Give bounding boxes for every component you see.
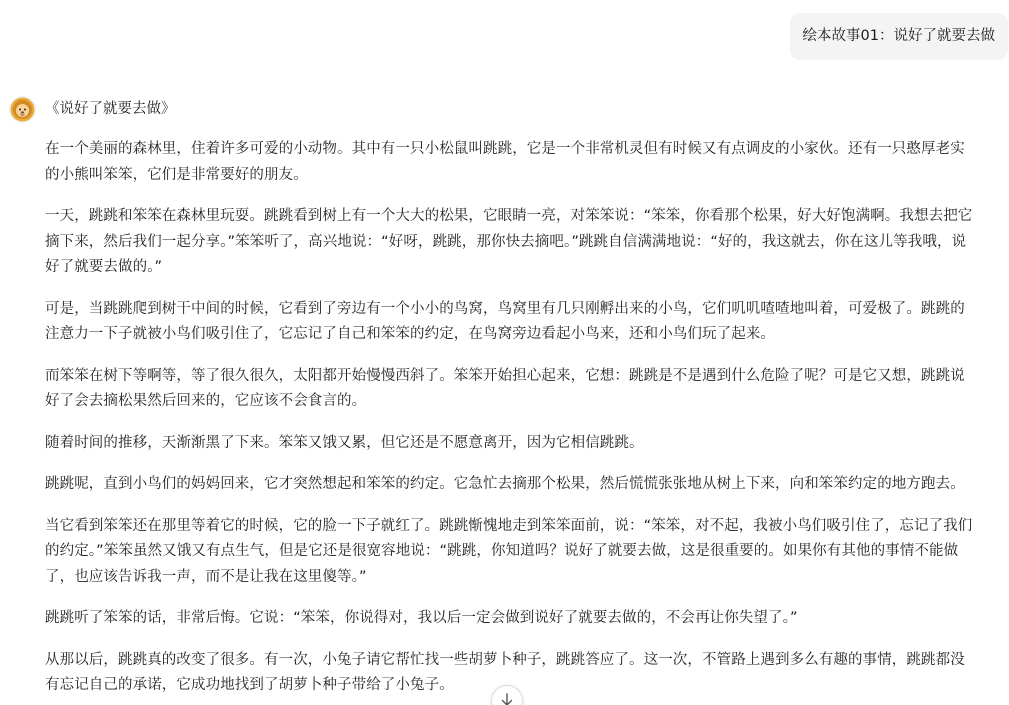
story-paragraph: 而笨笨在树下等啊等，等了很久很久，太阳都开始慢慢西斜了。笨笨开始担心起来，它想：跳跳是不是遇到什么危险了呢？可是它又想，跳跳说好了会去摘松果然后回来的，它应该不会食言的。 [45, 367, 965, 409]
lion-avatar-icon [9, 96, 36, 123]
story-paragraph: 随着时间的推移，天渐渐黑了下来。笨笨又饿又累，但它还是不愿意离开，因为它相信跳跳。 [45, 434, 644, 451]
story-paragraph: 从那以后，跳跳真的改变了很多。有一次，小兔子请它帮忙找一些胡萝卜种子，跳跳答应了。这一次，不管路上遇到多么有趣的事情，跳跳都没有忘记自己的承诺，它成功地找到了胡萝卜种子带给了小兔子。 [45, 651, 965, 693]
story-paragraph: 一天，跳跳和笨笨在森林里玩耍。跳跳看到树上有一个大大的松果，它眼睛一亮，对笨笨说：“笨笨，你看那个松果，好大好饱满啊。我想去把它摘下来，然后我们一起分享。”笨笨听了，高兴地说：“好呀，跳跳，那你快去摘吧。”跳跳自信满满地说：“好的，我这就去，你在这儿等我哦，说好了就要去做的。” [45, 208, 973, 275]
assistant-response [45, 137, 975, 705]
story-paragraph: 跳跳听了笨笨的话，非常后悔。它说：“笨笨，你说得对，我以后一定会做到说好了就要去做的，不会再让你失望了。” [45, 610, 798, 626]
story-paragraph: 在一个美丽的森林里，住着许多可爱的小动物。其中有一只小松鼠叫跳跳，它是一个非常机灵但有时候又有点调皮的小家伙。还有一只憨厚老实的小熊叫笨笨，它们是非常要好的朋友。 [45, 141, 965, 183]
story-paragraph: 可是，当跳跳爬到树干中间的时候，它看到了旁边有一个小小的鸟窝，鸟窝里有几只刚孵出来的小鸟，它们叽叽喳喳地叫着，可爱极了。跳跳的注意力一下子就被小鸟们吸引住了，它忘记了自己和笨笨的约定，在鸟窝旁边看起小鸟来，还和小鸟们玩了起来。 [45, 300, 965, 342]
story-title: 《说好了就要去做》 [45, 101, 176, 117]
arrow-down-icon [500, 692, 514, 705]
story-paragraph: 当它看到笨笨还在那里等着它的时候，它的脸一下子就红了。跳跳惭愧地走到笨笨面前，说：“笨笨，对不起，我被小鸟们吸引住了，忘记了我们的约定。”笨笨虽然又饿又有点生气，但是它还是很宽容地说：“跳跳，你知道吗？说好了就要去做，这是很重要的。如果你有其他的事情不能做了，也应该告诉我一声，而不是让我在这里傻等。” [45, 517, 973, 585]
story-paragraph: 跳跳呢，直到小鸟们的妈妈回来，它才突然想起和笨笨的约定。它急忙去摘那个松果，然后慌慌张张地从树上下来，向和笨笨约定的地方跑去。 [45, 476, 965, 492]
user-message-bubble: 绘本故事01：说好了就要去做 [790, 13, 1008, 60]
